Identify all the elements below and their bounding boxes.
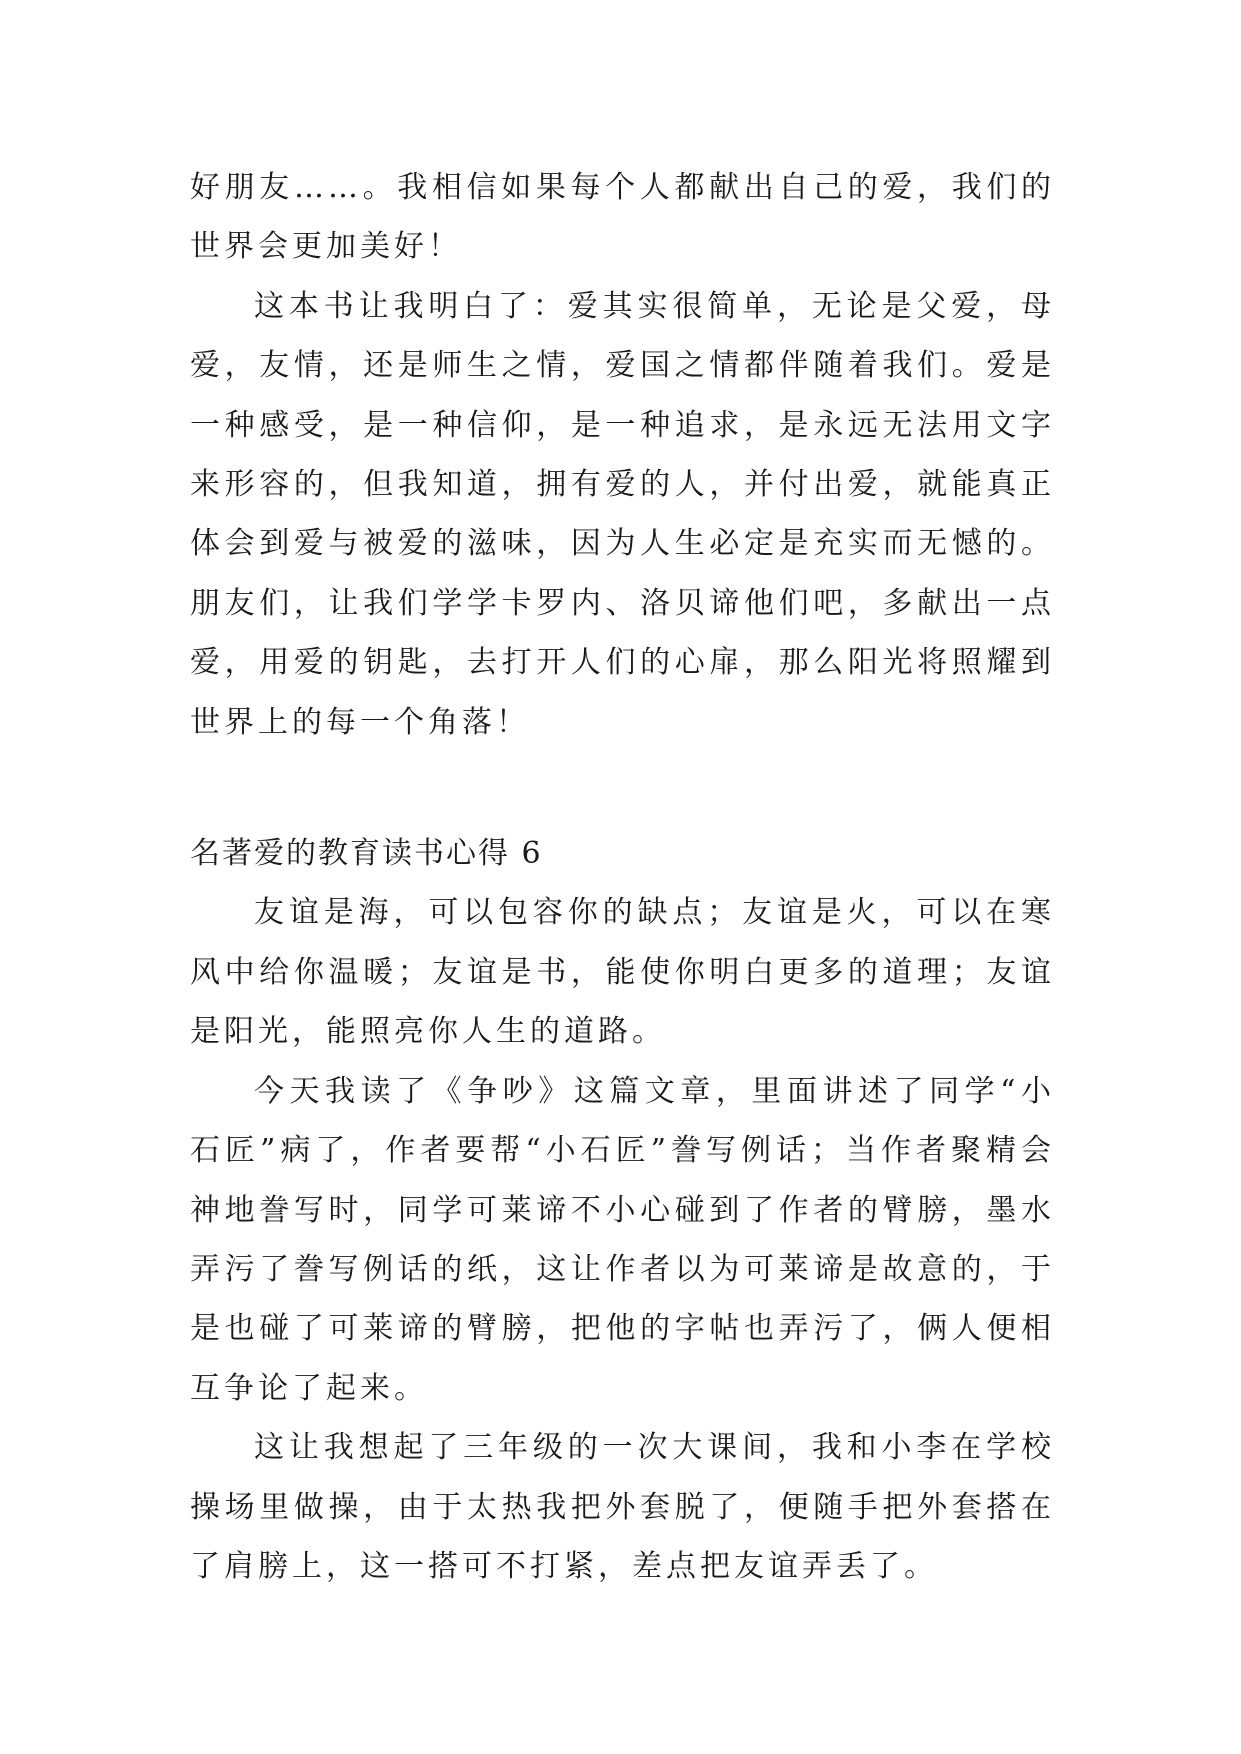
paragraph-friendship: 友谊是海，可以包容你的缺点；友谊是火，可以在寒风中给你温暖；友谊是书，能使你明白更多的道理；友谊是阳光，能照亮你人生的道路。 [190, 895, 1055, 1050]
section-title: 名著爱的教育读书心得 6 [190, 836, 543, 872]
paragraph-memory: 这让我想起了三年级的一次大课间，我和小李在学校操场里做操，由于太热我把外套脱了，便随手把外套搭在了肩膀上，这一搭可不打紧，差点把友谊弄丢了。 [190, 1430, 1055, 1584]
paragraph-continuation: 好朋友……。我相信如果每个人都献出自己的爱，我们的世界会更加美好！ [190, 170, 1055, 265]
section-spacer [190, 752, 1055, 824]
document-body [190, 158, 1055, 1596]
paragraph-conclusion: 这本书让我明白了：爱其实很简单，无论是父爱，母爱，友情，还是师生之情，爱国之情都伴随着我们。爱是一种感受，是一种信仰，是一种追求，是永远无法用文字来形容的，但我知道，拥有爱的人，并付出爱，就能真正体会到爱与被爱的滋味，因为人生必定是充实而无憾的。朋友们，让我们学学卡罗内、洛贝谛他们吧，多献出一点爱，用爱的钥匙，去打开人们的心扉，那么阳光将照耀到世界上的每一个角落！ [190, 288, 1055, 740]
paragraph-quarrel: 今天我读了《争吵》这篇文章，里面讲述了同学“小石匠”病了，作者要帮“小石匠”誊写例话；当作者聚精会神地誊写时，同学可莱谛不小心碰到了作者的臂膀，墨水弄污了誊写例话的纸，这让作者以为可莱谛是故意的，于是也碰了可莱谛的臂膀，把他的字帖也弄污了，俩人便相互争论了起来。 [190, 1073, 1055, 1406]
